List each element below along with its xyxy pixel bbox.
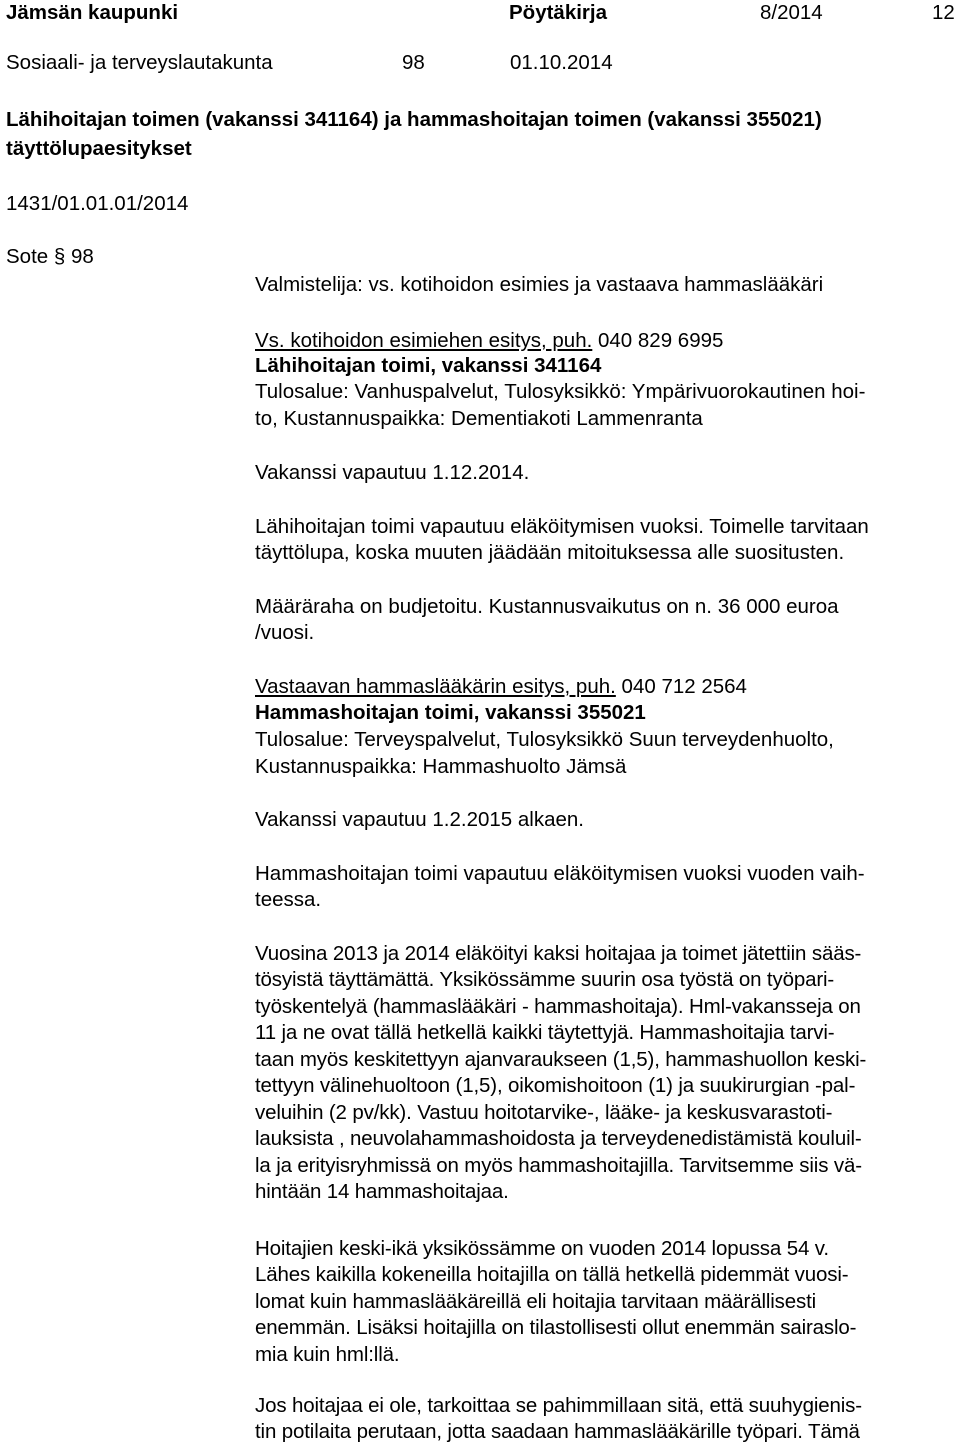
- document-number: 8/2014: [760, 1, 823, 24]
- proposal2-reason-line2: teessa.: [255, 888, 322, 911]
- proposal1-vacancy: Vakanssi vapautuu 1.12.2014.: [255, 461, 530, 484]
- proposal2-phone: 040 712 2564: [615, 675, 747, 698]
- proposal2-unit-line1: Tulosalue: Terveyspalvelut, Tulosyksikkö Suun terveydenhuolto,: [255, 728, 834, 751]
- proposal1-phone: 040 829 6995: [592, 329, 724, 352]
- paragraph1-line: Vuosina 2013 ja 2014 eläköityi kaksi hoitajaa ja toimet jätettiin sääs-: [255, 942, 862, 965]
- proposal1-heading-text: Vs. kotihoidon esimiehen esitys, puh.: [255, 329, 593, 352]
- paragraph1-line: 11 ja ne ovat tällä hetkellä kaikki täytettyjä. Hammashoitajia tarvi-: [255, 1021, 835, 1044]
- paragraph1-line: tettyyn välinehuoltoon (1,5), oikomishoitoon (1) ja suukirurgian -pal-: [255, 1074, 856, 1097]
- paragraph1-line: lauksista , neuvolahammashoidosta ja terveydenedistämistä kouluil-: [255, 1127, 862, 1150]
- proposal2-heading-text: Vastaavan hammaslääkärin esitys, puh.: [255, 675, 616, 698]
- proposal2-heading: [255, 675, 747, 699]
- paragraph2-line: enemmän. Lisäksi hoitajilla on tilastollisesti ollut enemmän sairaslo-: [255, 1316, 857, 1339]
- proposal1-unit-line1: Tulosalue: Vanhuspalvelut, Tulosyksikkö: Ympärivuorokautinen hoi-: [255, 380, 866, 403]
- paragraph1-line: tösyistä täyttämättä. Yksikössämme suurin osa työstä on työpari-: [255, 968, 835, 991]
- document-type: Pöytäkirja: [509, 1, 607, 24]
- section-symbol: §: [53, 245, 66, 268]
- item-title-line1: Lähihoitajan toimen (vakanssi 341164) ja hammashoitajan toimen (vakanssi 355021): [6, 108, 822, 131]
- preparer: Valmistelija: vs. kotihoidon esimies ja vastaava hammaslääkäri: [255, 273, 824, 296]
- proposal1-position: Lähihoitajan toimi, vakanssi 341164: [255, 354, 602, 377]
- paragraph1-line: hintään 14 hammashoitajaa.: [255, 1180, 509, 1203]
- paragraph2-line: mia kuin hml:llä.: [255, 1343, 400, 1366]
- paragraph3-line: Jos hoitajaa ei ole, tarkoittaa se pahimmillaan sitä, että suuhygienis-: [255, 1394, 862, 1417]
- proposal2-position: Hammashoitajan toimi, vakanssi 355021: [255, 701, 646, 724]
- sote-section: [6, 245, 94, 269]
- municipality-name: Jämsän kaupunki: [6, 1, 179, 24]
- item-title-line2: täyttölupaesitykset: [6, 137, 192, 160]
- proposal1-reason-line1: Lähihoitajan toimi vapautuu eläköitymisen vuoksi. Toimelle tarvitaan: [255, 515, 869, 538]
- paragraph3-line: tin potilaita perutaan, jotta saadaan hammaslääkärille työpari. Tämä: [255, 1420, 860, 1443]
- proposal1-reason-line2: täyttölupa, koska muuten jäädään mitoituksessa alle suositusten.: [255, 541, 845, 564]
- paragraph2-line: lomat kuin hammaslääkäreillä eli hoitajia tarvitaan määrällisesti: [255, 1290, 817, 1313]
- proposal1-heading: [255, 329, 723, 353]
- paragraph1-line: taan myös keskitettyyn ajanvaraukseen (1,5), hammashuollon keski-: [255, 1048, 867, 1071]
- section-number: 98: [402, 51, 425, 74]
- paragraph2-line: Hoitajien keski-ikä yksikössämme on vuoden 2014 lopussa 54 v.: [255, 1237, 829, 1260]
- proposal1-unit-line2: to, Kustannuspaikka: Dementiakoti Lammenranta: [255, 407, 703, 430]
- sote-number: 98: [70, 245, 94, 268]
- paragraph1-line: työskentelyä (hammaslääkäri - hammashoitaja). Hml-vakansseja on: [255, 995, 861, 1018]
- proposal2-vacancy: Vakanssi vapautuu 1.2.2015 alkaen.: [255, 808, 585, 831]
- page-number: 12: [932, 1, 955, 24]
- paragraph1-line: la ja erityisryhmissä on myös hammashoitajilla. Tarvitsemme siis vä-: [255, 1154, 862, 1177]
- board-name: Sosiaali- ja terveyslautakunta: [6, 51, 273, 74]
- proposal1-budget-line1: Määräraha on budjetoitu. Kustannusvaikutus on n. 36 000 euroa: [255, 595, 839, 618]
- meeting-date: 01.10.2014: [510, 51, 613, 74]
- proposal2-reason-line1: Hammashoitajan toimi vapautuu eläköitymisen vuoksi vuoden vaih-: [255, 862, 865, 885]
- reference-number: 1431/01.01.01/2014: [6, 192, 189, 215]
- paragraph1-line: veluihin (2 pv/kk). Vastuu hoitotarvike-, lääke- ja keskusvarastoti-: [255, 1101, 833, 1124]
- proposal1-budget-line2: /vuosi.: [255, 621, 315, 644]
- proposal2-unit-line2: Kustannuspaikka: Hammashuolto Jämsä: [255, 755, 627, 778]
- sote-label: Sote: [6, 245, 49, 268]
- paragraph2-line: Lähes kaikilla kokeneilla hoitajilla on tällä hetkellä pidemmät vuosi-: [255, 1263, 849, 1286]
